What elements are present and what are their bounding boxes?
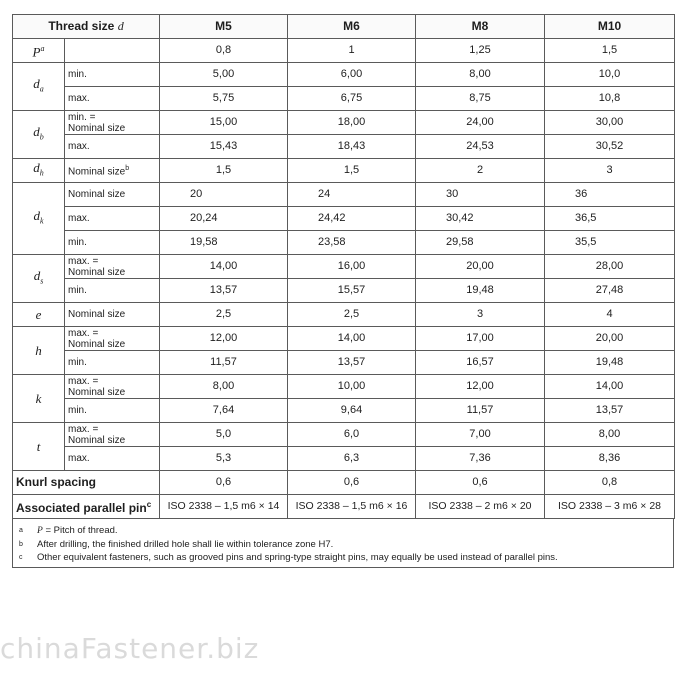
footnote-text: Other equivalent fasteners, such as grooved pins and spring-type straight pins, may equally be used instead of parallel pins.	[37, 552, 558, 563]
value-cell: 5,0	[160, 423, 288, 447]
value-cell: 36	[545, 183, 675, 207]
row-dk-max	[13, 207, 675, 231]
value-cell: 16,57	[416, 351, 545, 375]
value-cell: 8,36	[545, 447, 675, 471]
value-cell: 10,8	[545, 87, 675, 111]
sublabel: min.	[65, 399, 160, 423]
symbol-t: t	[13, 423, 65, 471]
footnote-a	[19, 524, 667, 538]
sublabel: min.	[65, 279, 160, 303]
thread-size-header	[13, 15, 160, 39]
row-da-min	[13, 63, 675, 87]
row-e	[13, 303, 675, 327]
sublabel: Nominal size$^b$	[65, 159, 160, 183]
knurl-spacing-label: Knurl spacing	[13, 471, 160, 495]
value-cell: 30,52	[545, 135, 675, 159]
value-cell: 8,00	[160, 375, 288, 399]
value-cell: 8,00	[416, 63, 545, 87]
value-cell: 24	[288, 183, 416, 207]
thread-size-label: Thread size	[48, 19, 115, 33]
row-dk-nominal	[13, 183, 675, 207]
value-cell: 6,0	[288, 423, 416, 447]
value-cell: 15,43	[160, 135, 288, 159]
row-db-max	[13, 135, 675, 159]
label-empty	[65, 39, 160, 63]
value-cell: 36,5	[545, 207, 675, 231]
value-cell: 0,6	[288, 471, 416, 495]
row-ds-min	[13, 279, 675, 303]
value-cell: 3	[416, 303, 545, 327]
row-p	[13, 39, 675, 63]
value-cell: 6,00	[288, 63, 416, 87]
symbol-h: h	[13, 327, 65, 375]
row-da-max	[13, 87, 675, 111]
value-cell: 5,75	[160, 87, 288, 111]
sublabel: max. = Nominal size	[65, 423, 160, 447]
footnotes	[13, 519, 673, 567]
value-cell: 12,00	[160, 327, 288, 351]
sublabel: max. = Nominal size	[65, 255, 160, 279]
value-cell: 24,42	[288, 207, 416, 231]
value-cell: 18,00	[288, 111, 416, 135]
value-cell: 20,24	[160, 207, 288, 231]
value-cell: 19,48	[545, 351, 675, 375]
value-cell: 35,5	[545, 231, 675, 255]
value-cell: 30	[416, 183, 545, 207]
value-cell: 20	[160, 183, 288, 207]
value-cell: 6,75	[288, 87, 416, 111]
row-t-max	[13, 447, 675, 471]
size-header-m8: M8	[416, 15, 545, 39]
value-cell: 5,00	[160, 63, 288, 87]
footnote-c	[19, 551, 667, 564]
size-header-m5: M5	[160, 15, 288, 39]
footnote-text: After drilling, the finished drilled hole shall lie within tolerance zone H7.	[37, 539, 334, 550]
sublabel: Nominal size	[65, 303, 160, 327]
value-cell: 11,57	[160, 351, 288, 375]
row-associated-pin	[13, 495, 675, 519]
value-cell: 17,00	[416, 327, 545, 351]
row-k-min	[13, 399, 675, 423]
value-cell: 4	[545, 303, 675, 327]
symbol-da: $d_a$	[13, 63, 65, 111]
value-cell: 29,58	[416, 231, 545, 255]
symbol-p: $P^a$	[13, 39, 65, 63]
value-cell: 6,3	[288, 447, 416, 471]
value-cell: 28,00	[545, 255, 675, 279]
symbol-k: k	[13, 375, 65, 423]
value-cell: 1,5	[545, 39, 675, 63]
value-cell: 9,64	[288, 399, 416, 423]
value-cell: 16,00	[288, 255, 416, 279]
header-row	[13, 15, 675, 39]
value-cell: 13,57	[545, 399, 675, 423]
value-cell: 8,75	[416, 87, 545, 111]
pin-cell: ISO 2338 – 1,5 m6 × 14	[160, 495, 288, 519]
footnote-mark: b	[19, 541, 23, 548]
pin-cell: ISO 2338 – 3 m6 × 28	[545, 495, 675, 519]
value-cell: 10,00	[288, 375, 416, 399]
value-cell: 20,00	[416, 255, 545, 279]
value-cell: 0,6	[416, 471, 545, 495]
sublabel: max.	[65, 447, 160, 471]
sublabel: Nominal size	[65, 183, 160, 207]
value-cell: 3	[545, 159, 675, 183]
value-cell: 14,00	[160, 255, 288, 279]
footnote-b	[19, 538, 667, 551]
row-k-nominal	[13, 375, 675, 399]
value-cell: 2	[416, 159, 545, 183]
spec-document	[12, 14, 674, 692]
watermark: chinaFastener.biz	[0, 632, 260, 665]
sublabel: max. = Nominal size	[65, 375, 160, 399]
value-cell: 7,00	[416, 423, 545, 447]
value-cell: 12,00	[416, 375, 545, 399]
thread-size-symbol: d	[117, 19, 124, 33]
symbol-ds: $d_s$	[13, 255, 65, 303]
value-cell: 13,57	[288, 351, 416, 375]
sublabel: max.	[65, 87, 160, 111]
value-cell: 27,48	[545, 279, 675, 303]
value-cell: 1,25	[416, 39, 545, 63]
sublabel: min.	[65, 351, 160, 375]
footnote-text: P = Pitch of thread.	[37, 525, 118, 536]
value-cell: 7,36	[416, 447, 545, 471]
value-cell: 2,5	[160, 303, 288, 327]
dimension-table	[12, 14, 675, 519]
row-db-nominal	[13, 111, 675, 135]
row-dh	[13, 159, 675, 183]
size-header-m10: M10	[545, 15, 675, 39]
value-cell: 0,6	[160, 471, 288, 495]
value-cell: 18,43	[288, 135, 416, 159]
sublabel: max. = Nominal size	[65, 327, 160, 351]
value-cell: 7,64	[160, 399, 288, 423]
row-dk-min	[13, 231, 675, 255]
value-cell: 24,53	[416, 135, 545, 159]
sublabel: min.	[65, 231, 160, 255]
value-cell: 1,5	[160, 159, 288, 183]
symbol-db: $d_b$	[13, 111, 65, 159]
value-cell: 20,00	[545, 327, 675, 351]
pin-cell: ISO 2338 – 2 m6 × 20	[416, 495, 545, 519]
value-cell: 0,8	[545, 471, 675, 495]
value-cell: 1,5	[288, 159, 416, 183]
sublabel: min.	[65, 63, 160, 87]
row-t-nominal	[13, 423, 675, 447]
value-cell: 14,00	[545, 375, 675, 399]
row-ds-nominal	[13, 255, 675, 279]
size-header-m6: M6	[288, 15, 416, 39]
sublabel: min. = Nominal size	[65, 111, 160, 135]
sublabel: max.	[65, 207, 160, 231]
value-cell: 1	[288, 39, 416, 63]
row-h-min	[13, 351, 675, 375]
associated-pin-label: Associated parallel pin$^c$	[13, 495, 160, 519]
row-h-nominal	[13, 327, 675, 351]
value-cell: 5,3	[160, 447, 288, 471]
symbol-dk: $d_k$	[13, 183, 65, 255]
value-cell: 19,48	[416, 279, 545, 303]
footnote-mark: c	[19, 554, 23, 561]
value-cell: 8,00	[545, 423, 675, 447]
value-cell: 13,57	[160, 279, 288, 303]
value-cell: 2,5	[288, 303, 416, 327]
row-knurl-spacing	[13, 471, 675, 495]
symbol-e: e	[13, 303, 65, 327]
value-cell: 14,00	[288, 327, 416, 351]
value-cell: 15,00	[160, 111, 288, 135]
value-cell: 10,0	[545, 63, 675, 87]
value-cell: 30,00	[545, 111, 675, 135]
value-cell: 19,58	[160, 231, 288, 255]
value-cell: 0,8	[160, 39, 288, 63]
value-cell: 23,58	[288, 231, 416, 255]
footnote-mark: a	[19, 527, 23, 534]
footnotes-block	[12, 519, 674, 568]
value-cell: 15,57	[288, 279, 416, 303]
value-cell: 11,57	[416, 399, 545, 423]
value-cell: 24,00	[416, 111, 545, 135]
value-cell: 30,42	[416, 207, 545, 231]
pin-cell: ISO 2338 – 1,5 m6 × 16	[288, 495, 416, 519]
symbol-dh: $d_h$	[13, 159, 65, 183]
sublabel: max.	[65, 135, 160, 159]
